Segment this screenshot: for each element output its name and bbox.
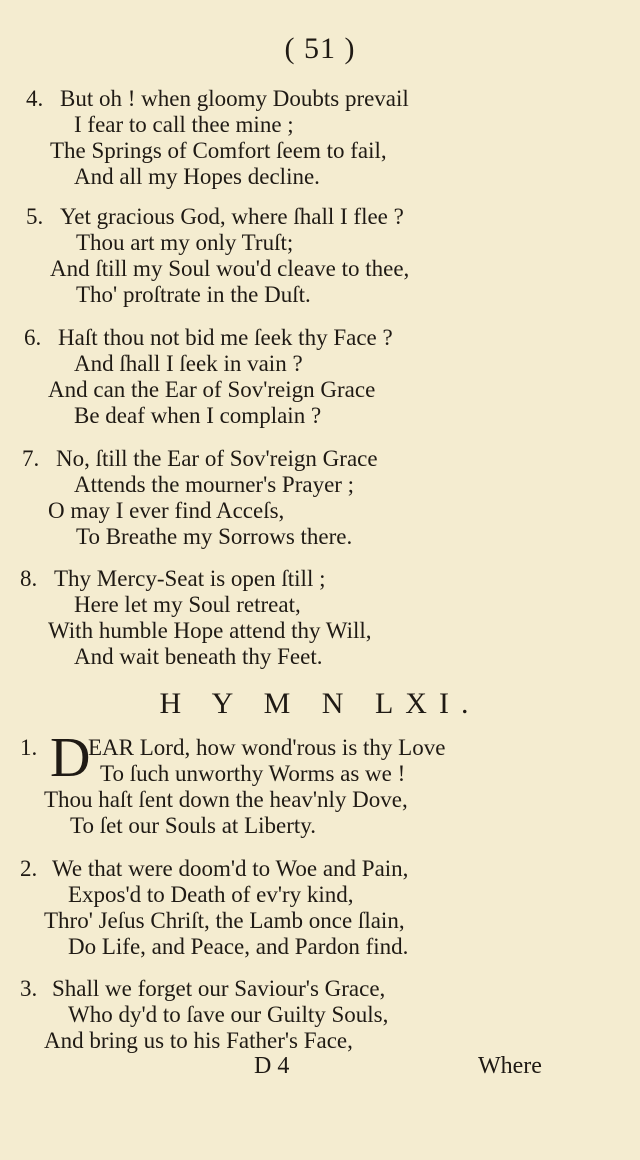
verse-line: And wait beneath thy Feet. [74,644,323,669]
verse-line: Yet gracious God, where ſhall I flee ? [60,204,404,229]
verse-line: We that were doom'd to Woe and Pain, [52,856,409,881]
verse-line: To ſuch unworthy Worms as we ! [100,761,406,786]
verse-line: Be deaf when I complain ? [74,403,322,428]
stanza-number: 4. [26,86,44,111]
signature-mark: D 4 [254,1053,290,1079]
verse-line: To ſet our Souls at Liberty. [70,813,317,838]
verse-line: And ſtill my Soul wou'd cleave to thee, [50,256,410,281]
verse-line: EAR Lord, how wond'rous is thy Love [88,735,446,760]
verse-line: Thy Mercy-Seat is open ſtill ; [54,566,326,591]
verse-line: I fear to call thee mine ; [74,112,294,137]
stanza-number: 5. [26,204,44,229]
verse-line: The Springs of Comfort ſeem to fail, [50,138,387,163]
verse-line: And can the Ear of Sov'reign Grace [48,377,376,402]
verse-line: Who dy'd to ſave our Guilty Souls, [68,1002,389,1027]
verse-line: Expos'd to Death of ev'ry kind, [68,882,354,907]
verse-line: Attends the mourner's Prayer ; [74,472,355,497]
verse-line: Haſt thou not bid me ſeek thy Face ? [58,325,393,350]
stanza-number: 2. [20,856,38,881]
verse-line: And ſhall I ſeek in vain ? [74,351,303,376]
verse-line: Shall we forget our Saviour's Grace, [52,976,386,1001]
stanza-number: 7. [22,446,40,471]
verse-line: Thou art my only Truſt; [76,230,294,255]
stanza-number: 6. [24,325,42,350]
verse-line: With humble Hope attend thy Will, [48,618,372,643]
verse-line: O may I ever find Acceſs, [48,498,285,523]
verse-line: But oh ! when gloomy Doubts prevail [60,86,409,111]
verse-line: Thro' Jeſus Chriſt, the Lamb once ſlain, [44,908,405,933]
verse-line: And all my Hopes decline. [74,164,320,189]
verse-line: No, ſtill the Ear of Sov'reign Grace [56,446,378,471]
stanza-number: 3. [20,976,38,1001]
verse-line: To Breathe my Sorrows there. [76,524,353,549]
verse-line: And bring us to his Father's Face, [44,1028,353,1053]
drop-cap: D [50,727,91,789]
catchword: Where [478,1053,542,1079]
page-number: ( 51 ) [284,32,356,65]
verse-line: Do Life, and Peace, and Pardon find. [68,934,409,959]
stanza-number: 1. [20,735,38,760]
verse-line: Here let my Soul retreat, [74,592,301,617]
hymn-title: H Y M N LXI. [159,687,481,720]
verse-line: Tho' proſtrate in the Duſt. [76,282,311,307]
verse-line: Thou haſt ſent down the heav'nly Dove, [44,787,408,812]
stanza-number: 8. [20,566,38,591]
